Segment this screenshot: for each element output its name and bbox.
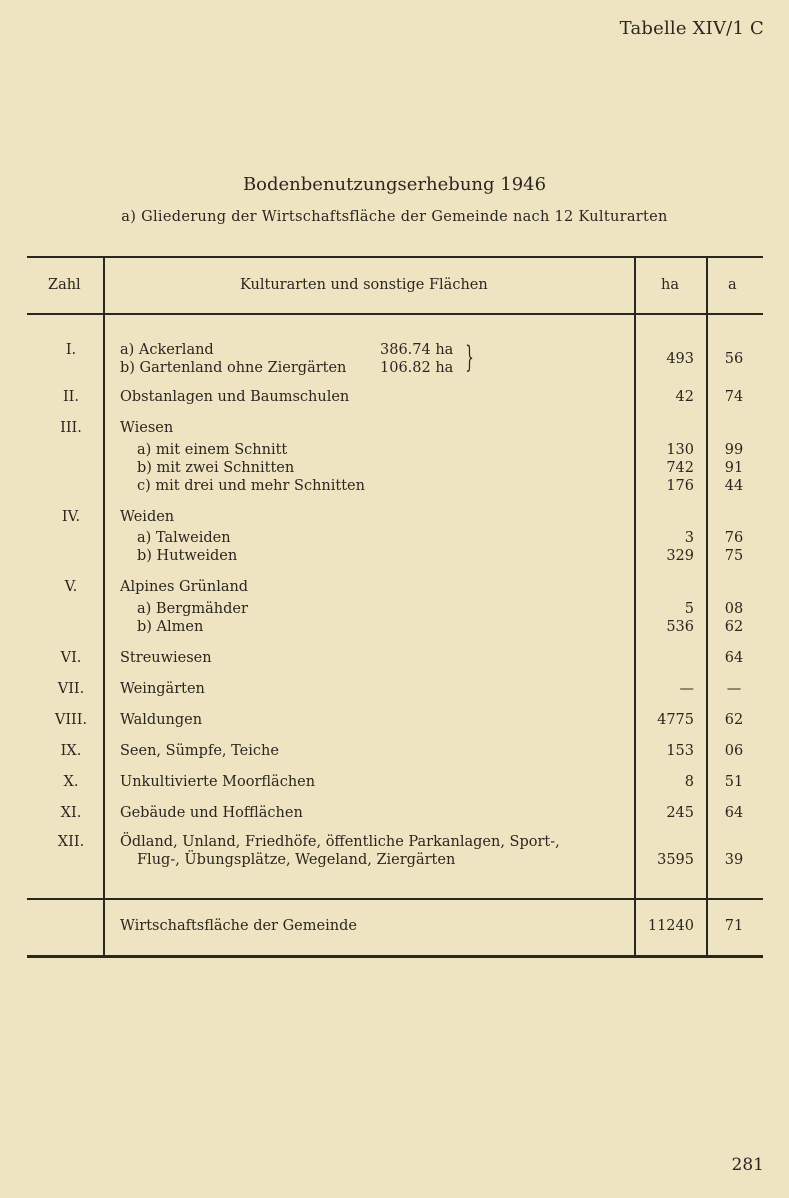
row-a: 56 xyxy=(724,351,744,367)
page-number: 281 xyxy=(731,1155,764,1175)
row-sublabel: b) mit zwei Schnitten xyxy=(137,460,295,476)
row-number: VII. xyxy=(57,681,85,697)
header-ha: ha xyxy=(661,277,679,293)
rule-header-bottom xyxy=(27,313,763,315)
row-a: 39 xyxy=(724,852,744,868)
row-ha: 4775 xyxy=(657,712,694,728)
row-ha: 153 xyxy=(666,743,694,759)
row-subvalue: 106.82 ha xyxy=(380,360,454,376)
row-a: 76 xyxy=(724,530,744,546)
closing-brace-icon: } xyxy=(465,340,474,375)
total-a: 71 xyxy=(724,918,744,934)
header-kulturarten: Kulturarten und sonstige Flächen xyxy=(240,277,488,293)
header-zahl: Zahl xyxy=(48,277,81,293)
row-a: 99 xyxy=(724,442,744,458)
row-label: Seen, Sümpfe, Teiche xyxy=(120,743,279,759)
row-sublabel: c) mit drei und mehr Schnitten xyxy=(137,478,365,494)
row-number: IV. xyxy=(61,509,81,525)
row-a: 62 xyxy=(724,712,744,728)
row-ha: 176 xyxy=(666,478,694,494)
col-rule-1 xyxy=(103,256,105,957)
row-ha: 42 xyxy=(675,389,694,405)
rule-bottom xyxy=(27,955,763,958)
row-a: 64 xyxy=(724,650,744,666)
row-label: Weingärten xyxy=(120,681,205,697)
row-ha: 245 xyxy=(666,805,694,821)
row-label: Streuwiesen xyxy=(120,650,212,666)
header-a: a xyxy=(728,277,737,293)
row-label: Waldungen xyxy=(120,712,203,728)
row-label: a) Ackerland xyxy=(120,342,214,358)
row-number: XI. xyxy=(60,805,82,821)
row-label: Gebäude und Hofflächen xyxy=(120,805,303,821)
row-label: Weiden xyxy=(120,509,175,525)
row-sublabel: b) Almen xyxy=(137,619,204,635)
row-sublabel: b) Hutweiden xyxy=(137,548,238,564)
row-ha: 5 xyxy=(684,601,694,617)
row-number: V. xyxy=(64,579,78,595)
row-subvalue: 386.74 ha xyxy=(380,342,454,358)
row-ha: 742 xyxy=(666,460,694,476)
table-title: Bodenbenutzungserhebung 1946 xyxy=(242,174,547,195)
row-ha: 130 xyxy=(666,442,694,458)
row-number: III. xyxy=(60,420,82,436)
row-a: 74 xyxy=(724,389,744,405)
row-ha: 3595 xyxy=(657,852,694,868)
row-label: Alpines Grünland xyxy=(120,579,249,595)
row-ha: 3 xyxy=(684,530,694,546)
row-a: 62 xyxy=(724,619,744,635)
row-label: b) Gartenland ohne Ziergärten xyxy=(120,360,347,376)
rule-top xyxy=(27,256,763,258)
total-ha: 11240 xyxy=(647,918,694,934)
row-label: Wiesen xyxy=(120,420,174,436)
row-ha: 8 xyxy=(684,774,694,790)
row-label: Obstanlagen und Baumschulen xyxy=(120,389,350,405)
row-number: I. xyxy=(65,342,77,358)
row-number: IX. xyxy=(60,743,82,759)
row-a: 44 xyxy=(724,478,744,494)
row-label: Flug-, Übungsplätze, Wegeland, Ziergärten xyxy=(137,852,456,868)
row-sublabel: a) Talweiden xyxy=(137,530,231,546)
row-a: 64 xyxy=(724,805,744,821)
row-ha: 329 xyxy=(666,548,694,564)
row-ha: 493 xyxy=(666,351,694,367)
row-a: 08 xyxy=(724,601,744,617)
row-sublabel: a) Bergmähder xyxy=(137,601,248,617)
row-a: 06 xyxy=(724,743,744,759)
row-number: II. xyxy=(62,389,80,405)
row-a: 51 xyxy=(724,774,744,790)
row-a: 75 xyxy=(724,548,744,564)
row-a: 91 xyxy=(724,460,744,476)
row-label: Unkultivierte Moorflächen xyxy=(120,774,316,790)
table-subtitle: a) Gliederung der Wirtschaftsfläche der Gemeinde nach 12 Kulturarten xyxy=(121,209,668,225)
total-label: Wirtschaftsfläche der Gemeinde xyxy=(120,918,357,934)
row-number: X. xyxy=(63,774,79,790)
row-ha: 536 xyxy=(666,619,694,635)
row-number: VI. xyxy=(60,650,82,666)
row-ha: — xyxy=(679,681,694,697)
row-label: Ödland, Unland, Friedhöfe, öffentliche Parkanlagen, Sport-, xyxy=(120,834,560,850)
table-reference: Tabelle XIV/1 C xyxy=(619,18,764,39)
row-number: XII. xyxy=(57,834,85,850)
row-sublabel: a) mit einem Schnitt xyxy=(137,442,288,458)
rule-total-top xyxy=(27,898,763,900)
row-number: VIII. xyxy=(54,712,88,728)
row-a: — xyxy=(726,681,742,697)
